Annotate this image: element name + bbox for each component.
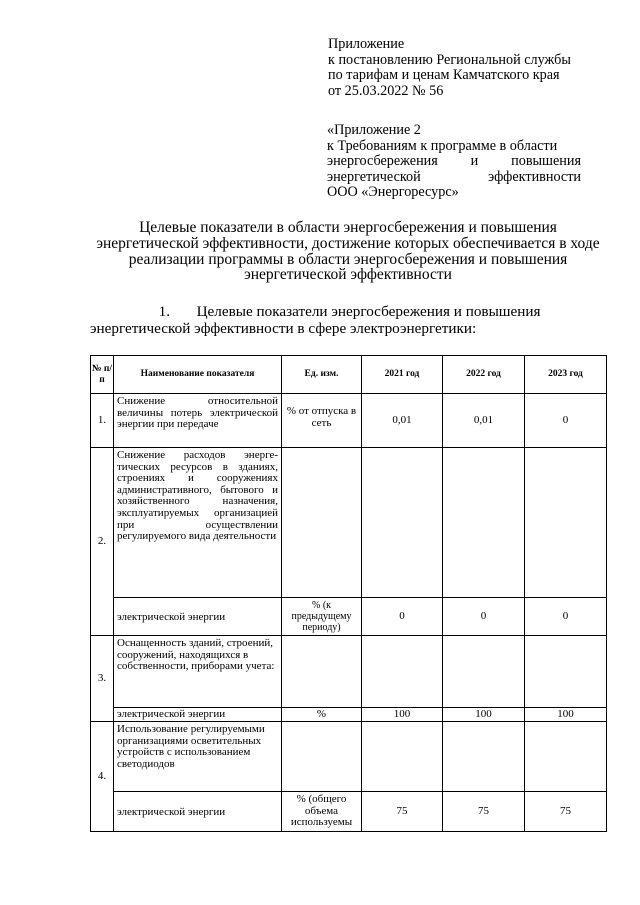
indicator-name: Снижение относительной величины потерь электрической энергии при передаче xyxy=(114,394,282,448)
header-2021: 2021 год xyxy=(362,356,443,394)
row-number: 3. xyxy=(91,636,114,722)
table-row xyxy=(91,636,607,708)
section-heading xyxy=(90,303,610,337)
header-2022: 2022 год xyxy=(443,356,525,394)
empty-cell xyxy=(443,448,525,598)
empty-cell xyxy=(443,722,525,792)
value-2023: 75 xyxy=(525,792,607,832)
unit-cell: % (общего объема используемы xyxy=(282,792,362,832)
value-2021: 100 xyxy=(362,708,443,722)
header-num: № п/п xyxy=(91,356,114,394)
appendix-line: «Приложение 2 xyxy=(327,122,421,138)
approval-header xyxy=(328,37,598,99)
header-name: Наименование показателя xyxy=(114,356,282,394)
value-2022: 75 xyxy=(443,792,525,832)
table-row xyxy=(91,448,607,598)
indicators-table xyxy=(90,355,607,832)
value-2023: 0 xyxy=(525,598,607,636)
value-2023: 0 xyxy=(525,394,607,448)
unit-cell: % (к предыдущему периоду) xyxy=(282,598,362,636)
row-number: 1. xyxy=(91,394,114,448)
empty-cell xyxy=(282,722,362,792)
value-2021: 75 xyxy=(362,792,443,832)
empty-cell xyxy=(443,636,525,708)
indicator-name: Снижение расходов энерге-тических ресурсов в зданиях, строениях и сооружениях административного, бытового и хозяйственного назначения, эксплуатируемых организацией при осуществлении регулируемого вида деятельности xyxy=(114,448,282,598)
header-line: к постановлению Региональной службы xyxy=(328,51,571,68)
unit-cell: % от отпуска в сеть xyxy=(282,394,362,448)
value-2022: 0,01 xyxy=(443,394,525,448)
appendix-reference xyxy=(327,123,581,201)
unit-cell: % xyxy=(282,708,362,722)
empty-cell xyxy=(525,722,607,792)
resource-name: электрической энергии xyxy=(114,792,282,832)
empty-cell xyxy=(362,636,443,708)
table-subrow xyxy=(91,598,607,636)
section-number: 1. xyxy=(158,303,170,320)
header-line: по тарифам и ценам Камчатского края xyxy=(328,67,560,84)
empty-cell xyxy=(362,722,443,792)
table-header-row xyxy=(91,356,607,394)
empty-cell xyxy=(362,448,443,598)
row-number: 4. xyxy=(91,722,114,832)
appendix-line: ООО «Энергоресурс» xyxy=(327,184,459,201)
section-text: Целевые показатели энергосбережения и повышения энергетической эффективности в сфере электроэнергетики: xyxy=(90,303,541,337)
header-line: от 25.03.2022 № 56 xyxy=(328,82,444,99)
header-line: Приложение xyxy=(328,36,405,52)
document-title: Целевые показатели в области энергосбережения и повышения энергетической эффективности, достижение которых обеспечивается в ходе реализации программы в области энергосбережения и повышения энергетической эффективности xyxy=(96,219,600,284)
resource-name: электрической энергии xyxy=(114,598,282,636)
indicator-name: Использование регулируемыми организациями осветительных устройств с использованием светодиодов xyxy=(114,722,282,792)
empty-cell xyxy=(282,636,362,708)
table-row xyxy=(91,394,607,448)
empty-cell xyxy=(525,636,607,708)
empty-cell xyxy=(282,448,362,598)
appendix-line: энергетической эффективности xyxy=(327,168,581,185)
indicator-name: Оснащенность зданий, строений, сооружений, находящихся в собственности, приборами учета: xyxy=(114,636,282,708)
empty-cell xyxy=(525,448,607,598)
table-subrow xyxy=(91,792,607,832)
value-2022: 0 xyxy=(443,598,525,636)
appendix-line: энергосбережения и повышения xyxy=(327,153,581,170)
value-2021: 0,01 xyxy=(362,394,443,448)
header-unit: Ед. изм. xyxy=(282,356,362,394)
header-2023: 2023 год xyxy=(525,356,607,394)
appendix-line: к Требованиям к программе в области xyxy=(327,137,558,154)
row-number: 2. xyxy=(91,448,114,636)
value-2022: 100 xyxy=(443,708,525,722)
value-2021: 0 xyxy=(362,598,443,636)
table-row xyxy=(91,722,607,792)
table-subrow xyxy=(91,708,607,722)
resource-name: электрической энергии xyxy=(114,708,282,722)
value-2023: 100 xyxy=(525,708,607,722)
